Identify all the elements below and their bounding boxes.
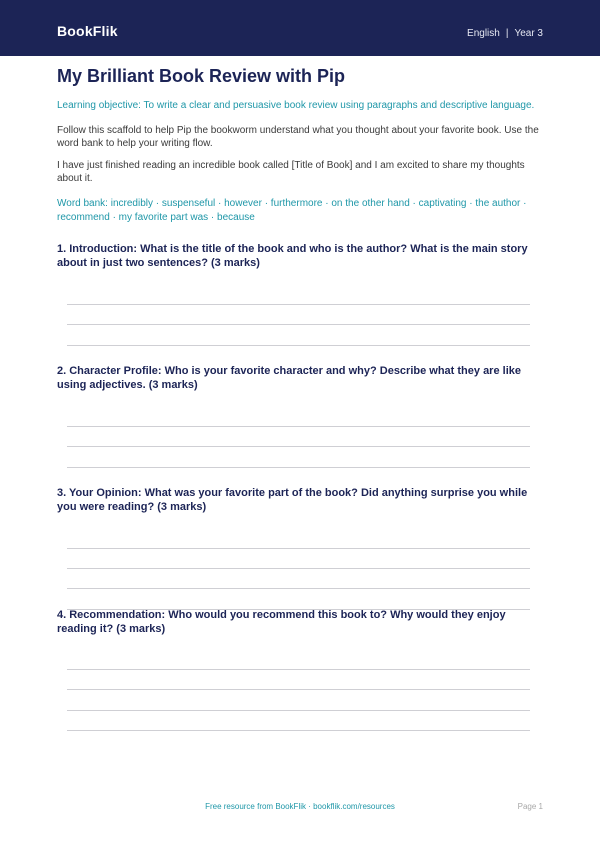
answer-line[interactable]: [67, 710, 530, 711]
learning-objective: Learning objective: To write a clear and persuasive book review using paragraphs and descriptive language.: [57, 100, 535, 111]
question-1: 1. Introduction: What is the title of the book and who is the author? What is the main story about in just two sentences? (3 marks): [57, 243, 528, 269]
separator: |: [505, 28, 509, 39]
intro-paragraph: I have just finished reading an incredible book called [Title of Book] and I am excited to share my thoughts about it.: [57, 160, 525, 184]
answer-line[interactable]: [67, 467, 530, 468]
question-3: 3. Your Opinion: What was your favorite part of the book? Did anything surprise you while you were reading? (3 marks): [57, 487, 528, 513]
subject-year: [467, 28, 543, 39]
answer-line[interactable]: [67, 304, 530, 305]
intro-paragraph: Follow this scaffold to help Pip the bookworm understand what you thought about your favorite book. Use the word bank to help your writing flow.: [57, 125, 539, 149]
word-bank: Word bank: incredibly · suspenseful · however · furthermore · on the other hand · captivating · the author · recommend · my favorite part was · because: [57, 198, 527, 223]
answer-line[interactable]: [67, 548, 530, 549]
answer-line[interactable]: [67, 426, 530, 427]
answer-line[interactable]: [67, 345, 530, 346]
answer-line[interactable]: [67, 568, 530, 569]
brand-logo: BookFlik: [57, 23, 118, 39]
footer-source: Free resource from BookFlik · bookflik.com/resources: [205, 802, 395, 811]
question-4: 4. Recommendation: Who would you recommend this book to? Why would they enjoy reading it? (3 marks): [57, 609, 506, 635]
page-title: My Brilliant Book Review with Pip: [57, 66, 346, 86]
subject-label: English: [467, 28, 500, 39]
question-2: 2. Character Profile: Who is your favorite character and why? Describe what they are like using adjectives. (3 marks): [57, 365, 521, 391]
answer-line[interactable]: [67, 669, 530, 670]
answer-line[interactable]: [67, 689, 530, 690]
answer-line[interactable]: [67, 324, 530, 325]
answer-line[interactable]: [67, 446, 530, 447]
answer-line[interactable]: [67, 588, 530, 589]
header-bar: [0, 0, 600, 56]
answer-line[interactable]: [67, 730, 530, 731]
page-number: Page 1: [517, 802, 543, 811]
year-label: Year 3: [514, 28, 543, 39]
